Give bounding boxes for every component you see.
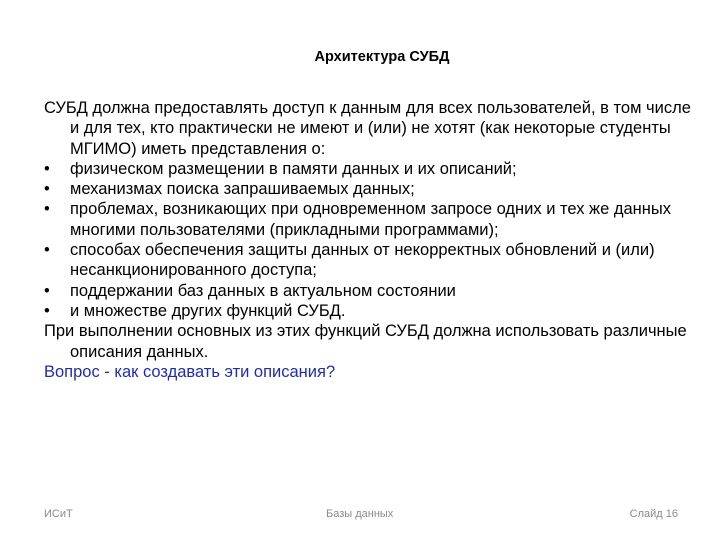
bullet-text: проблемах, возникающих при одновременном запросе одних и тех же данных многими пользователями (прикладными программами);: [70, 200, 671, 239]
slide-body: [44, 98, 694, 382]
slide-title: Архитектура СУБД: [314, 49, 450, 65]
bullet-text: механизмах поиска запрашиваемых данных;: [70, 180, 415, 199]
bullet-icon: •: [44, 281, 50, 300]
bullet-item: [44, 199, 694, 240]
bullet-item: [44, 159, 694, 179]
bullet-icon: •: [44, 301, 50, 320]
bullet-icon: •: [44, 241, 50, 260]
intro-paragraph: СУБД должна предоставлять доступ к данным для всех пользователей, в том числе и для тех, кто практически не имеют и (или) не хотят (как некоторые студенты МГИМО) иметь представления о:: [44, 99, 691, 158]
bullet-icon: •: [44, 200, 50, 219]
footer-subject: Базы данных: [326, 508, 394, 520]
footer-slide-number: Слайд 16: [629, 508, 678, 520]
bullet-text: физическом размещении в памяти данных и их описаний;: [70, 159, 517, 178]
bullet-item: [44, 240, 694, 281]
bullet-item: [44, 301, 694, 321]
bullet-text: способах обеспечения защиты данных от некорректных обновлений и (или) несанкционированного доступа;: [70, 241, 655, 280]
bullet-icon: •: [44, 180, 50, 199]
bullet-icon: •: [44, 159, 50, 178]
bullet-text: поддержании баз данных в актуальном состоянии: [70, 281, 456, 300]
conclusion-paragraph: При выполнении основных из этих функций СУБД должна использовать различные описания данных.: [44, 322, 687, 361]
question-line: Вопрос - как создавать эти описания?: [44, 362, 336, 381]
bullet-item: [44, 179, 694, 199]
bullet-text: и множестве других функций СУБД.: [70, 301, 346, 320]
footer-course: ИСиТ: [44, 508, 73, 520]
bullet-item: [44, 281, 694, 301]
